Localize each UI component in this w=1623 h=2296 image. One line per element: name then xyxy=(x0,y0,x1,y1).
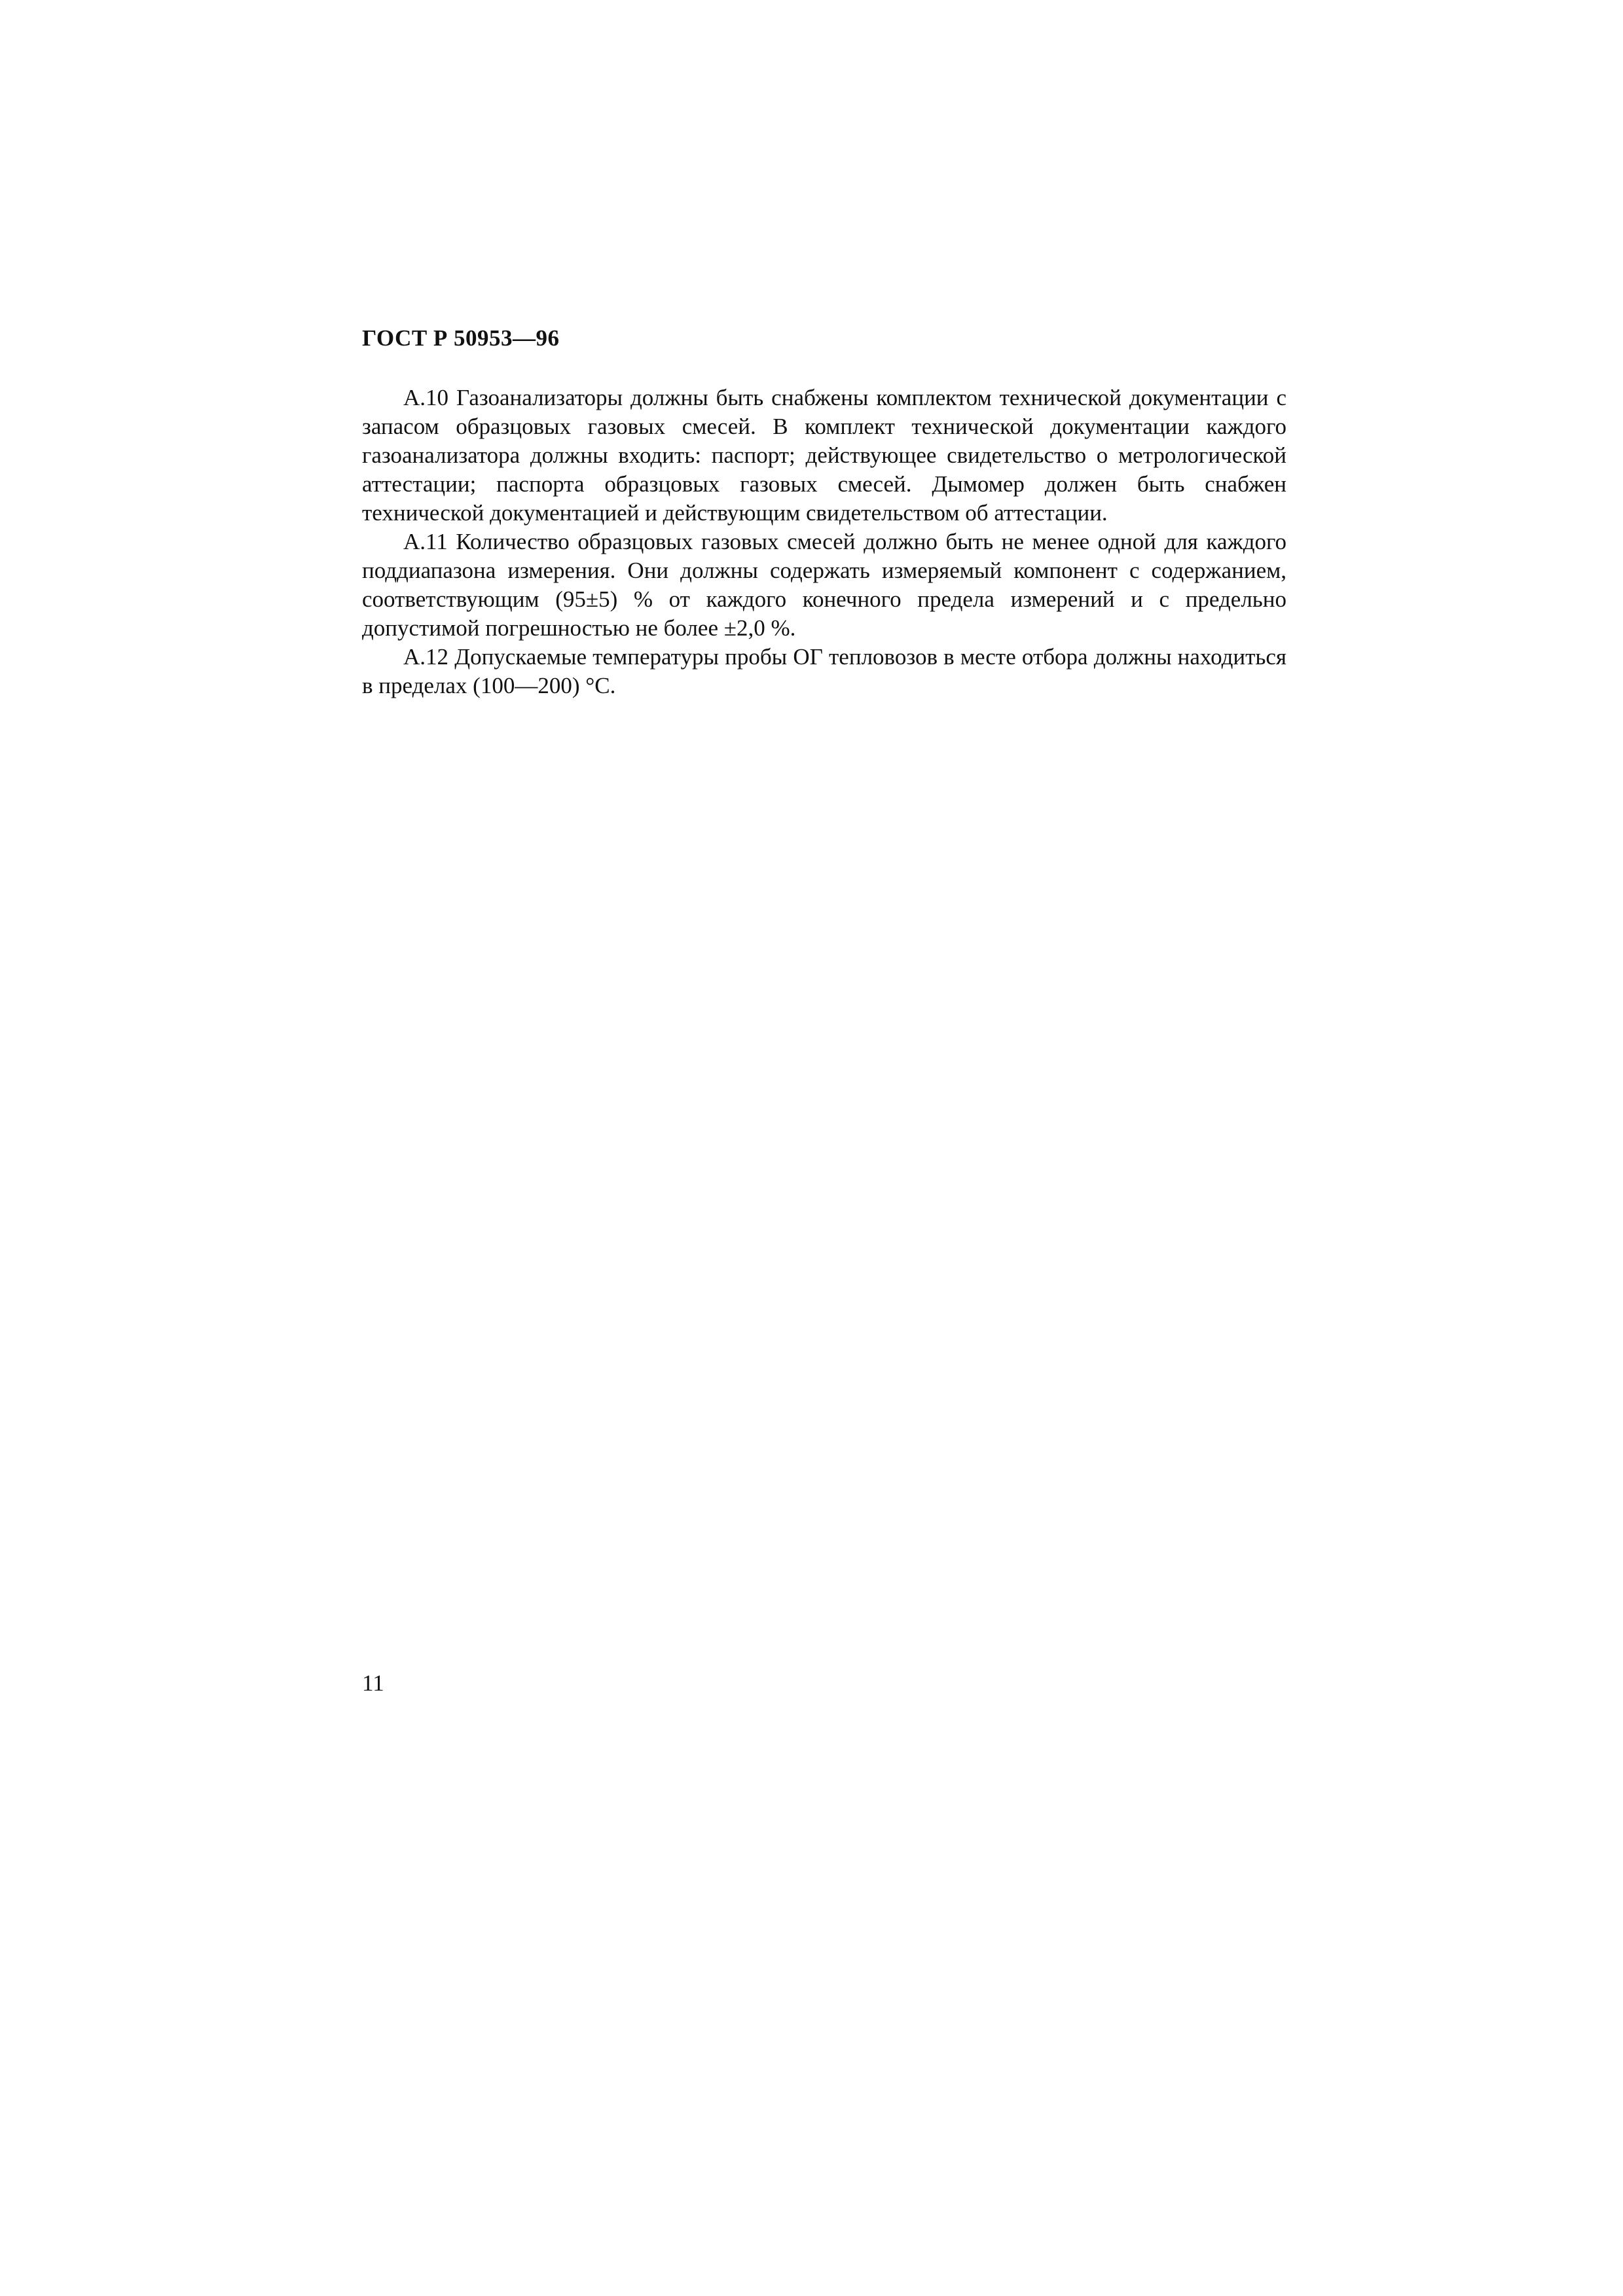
document-header: ГОСТ Р 50953—96 xyxy=(362,325,560,351)
paragraph-a11: А.11 Количество образцовых газовых смесей должно быть не менее одной для каждого поддиапазона измерения. Они должны содержать измеряемый компонент с содержанием, соответствующим (95±5) % от каждого конечного предела измерений и с предельно допустимой погрешностью не более ±2,0 %. xyxy=(362,529,1286,641)
page-number: 11 xyxy=(362,1670,384,1696)
paragraph-a10: А.10 Газоанализаторы должны быть снабжены комплектом технической документации с запасом образцовых газовых смесей. В комплект технической документации каждого газоанализатора должны входить: паспорт; действующее свидетельство о метрологической аттестации; паспорта образцовых газовых смесей. Дымомер должен быть снабжен технической документацией и действующим свидетельством об аттестации. xyxy=(362,385,1286,526)
paragraph-a12: А.12 Допускаемые температуры пробы ОГ тепловозов в месте отбора должны находиться в пределах (100—200) °С. xyxy=(362,644,1286,698)
document-body xyxy=(362,384,1286,700)
